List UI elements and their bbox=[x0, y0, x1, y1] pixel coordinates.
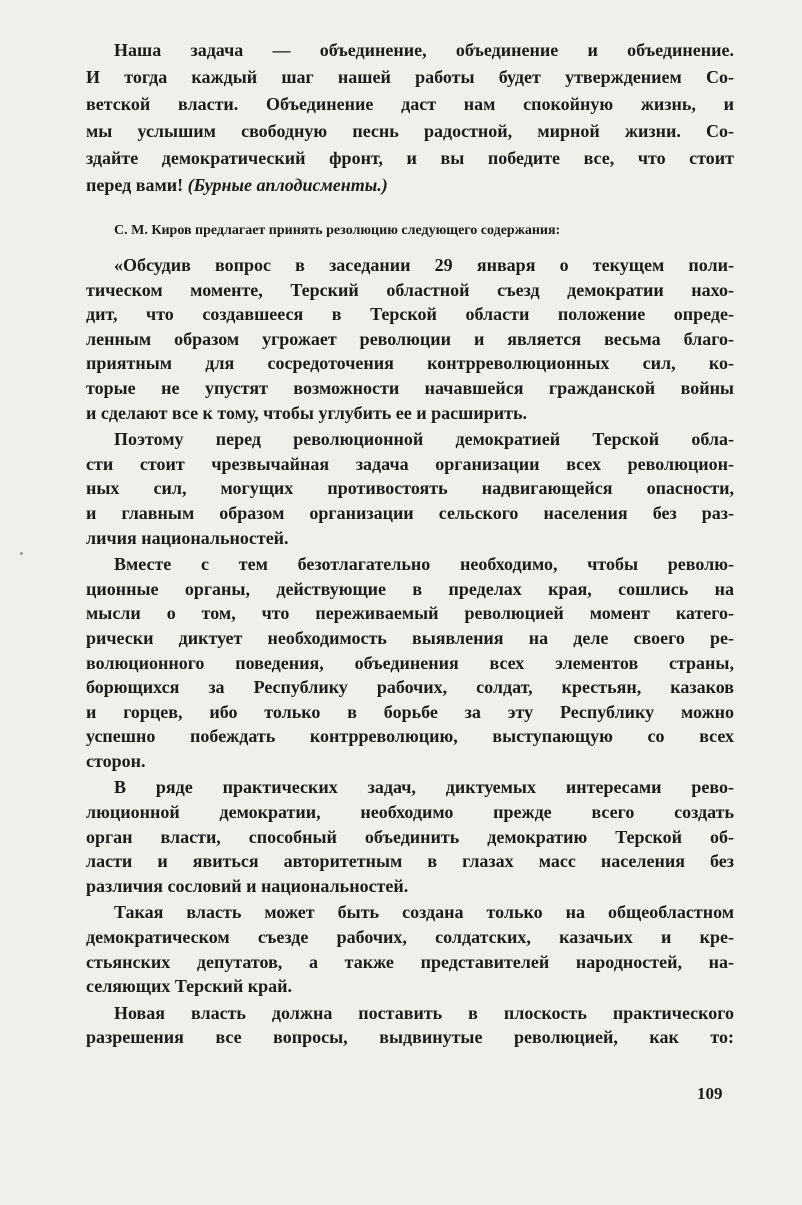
text-line: ных сил, могущих противостоять надвигающейся опасности, bbox=[86, 478, 734, 499]
text-line: и горцев, ибо только в борьбе за эту Республику можно bbox=[86, 701, 734, 722]
text-segment: перед вами! bbox=[86, 175, 184, 195]
text-line: личия национальностей. bbox=[86, 527, 289, 548]
scan-speck bbox=[20, 552, 23, 555]
page-body bbox=[86, 37, 734, 1050]
text-line: «Обсудив вопрос в заседании 29 января о текущем поли- bbox=[114, 255, 734, 275]
text-line: приятным для сосредоточения контрреволюционных сил, ко- bbox=[86, 353, 734, 374]
text-line: Наша задача — объединение, объединение и объединение. bbox=[114, 40, 734, 60]
caption: С. М. Киров предлагает принять резолюцию следующего содержания: bbox=[114, 223, 561, 238]
paragraph bbox=[86, 1001, 734, 1050]
text-line: волюционного поведения, объединения всех элементов страны, bbox=[86, 652, 734, 673]
text-line: ционные органы, действующие в пределах края, сошлись на bbox=[86, 578, 734, 599]
text-line: борющихся за Республику рабочих, солдат, крестьян, казаков bbox=[86, 677, 734, 698]
text-line: Вместе с тем безотлагательно необходимо, чтобы револю- bbox=[114, 554, 734, 575]
paragraph bbox=[86, 253, 734, 425]
text-line: сти стоит чрезвычайная задача организации всех революцион- bbox=[86, 453, 734, 474]
text-line: В ряде практических задач, диктуемых интересами рево- bbox=[114, 777, 734, 798]
paragraph bbox=[86, 427, 734, 550]
text-line: орган власти, способный объединить демократию Терской об- bbox=[86, 826, 734, 847]
text-line: люционной демократии, необходимо прежде всего создать bbox=[86, 802, 734, 823]
text-line: различия сословий и национальностей. bbox=[86, 875, 409, 896]
text-line: тическом моменте, Терский областной съезд демократии нахо- bbox=[86, 279, 734, 300]
text-line: Поэтому перед революционной демократией Терской обла- bbox=[114, 429, 734, 450]
paragraph bbox=[86, 900, 734, 998]
text-line: И тогда каждый шаг нашей работы будет утверждением Со- bbox=[86, 67, 734, 87]
text-line: ленным образом угрожает революции и является весьма благо- bbox=[86, 328, 734, 349]
text-line: успешно побеждать контрреволюцию, выступающую со всех bbox=[86, 726, 734, 747]
text-line: стьянских депутатов, а также представителей народностей, на- bbox=[86, 951, 734, 972]
paragraph bbox=[86, 552, 734, 773]
text-line: и сделают все к тому, чтобы углубить ее и расширить. bbox=[86, 402, 527, 423]
text-line: Такая власть может быть создана только на общеобластном bbox=[114, 902, 734, 923]
text-line bbox=[86, 172, 734, 199]
text-line: разрешения все вопросы, выдвинутые революцией, как то: bbox=[86, 1027, 734, 1048]
text-line: мы услышим свободную песнь радостной, мирной жизни. Со- bbox=[86, 121, 734, 141]
text-line: сторон. bbox=[86, 750, 146, 771]
paragraph bbox=[86, 37, 734, 199]
paragraph bbox=[86, 775, 734, 898]
text-line: селяющих Терский край. bbox=[86, 976, 293, 997]
text-line: ветской власти. Объединение даст нам спокойную жизнь, и bbox=[86, 94, 734, 114]
text-line: мысли о том, что переживаемый революцией момент катего- bbox=[86, 603, 734, 624]
text-line: ласти и явиться авторитетным в глазах масс населения без bbox=[86, 851, 734, 872]
text-line: торые не упустят возможности начавшейся гражданской войны bbox=[86, 377, 734, 398]
text-line: рически диктует необходимость выявления на деле своего ре- bbox=[86, 627, 734, 648]
text-line: демократическом съезде рабочих, солдатских, казачьих и кре- bbox=[86, 927, 734, 948]
applause-note: (Бурные аплодисменты.) bbox=[187, 175, 388, 195]
text-line: дит, что создавшееся в Терской области положение опреде- bbox=[86, 304, 734, 325]
text-line: здайте демократический фронт, и вы победите все, что стоит bbox=[86, 148, 734, 168]
page-number: 109 bbox=[697, 1084, 723, 1103]
text-line: и главным образом организации сельского населения без раз- bbox=[86, 502, 734, 523]
text-line: Новая власть должна поставить в плоскость практического bbox=[114, 1002, 734, 1023]
